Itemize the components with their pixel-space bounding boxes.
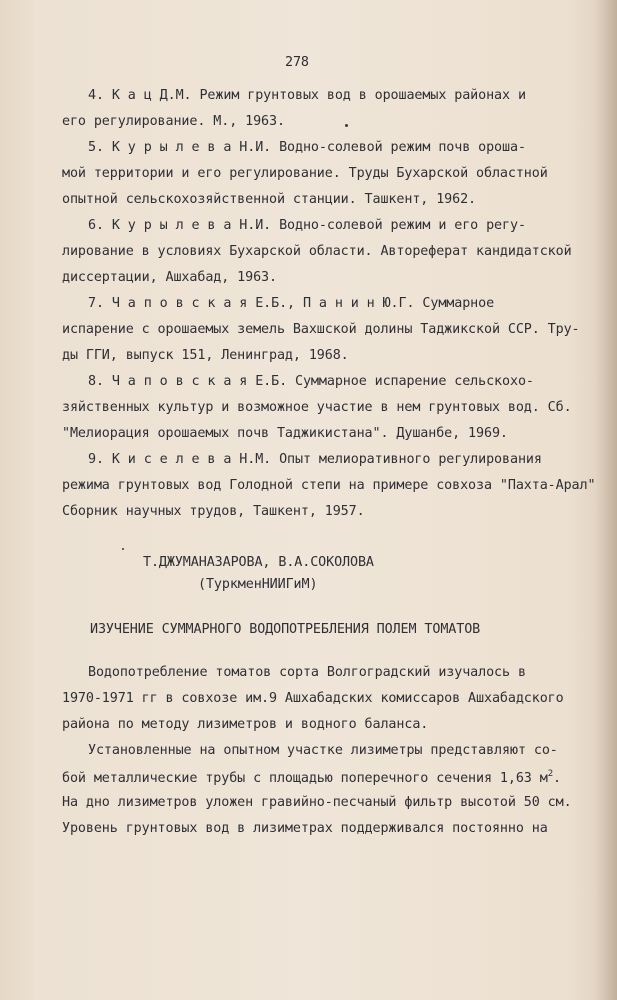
ref-9-line-1: 9. К и с е л е в а Н.М. Опыт мелиоративного регулирования [88, 452, 542, 467]
ref-5-line-1: 5. К у р ы л е в а Н.И. Водно-солевой режим почв ороша- [88, 140, 526, 155]
body-line-5-text: бой металлические трубы с площадью поперечного сечения 1,63 м [62, 771, 548, 786]
body-line-2: 1970-1971 гг в совхозе им.9 Ашхабадских комиссаров Ашхабадского [62, 691, 564, 706]
authors: Т.ДЖУМАНАЗАРОВА, В.А.СОКОЛОВА [143, 555, 374, 570]
ink-speck [345, 124, 348, 127]
ref-8-line-3: "Мелиорация орошаемых почв Таджикистана". Душанбе, 1969. [62, 426, 508, 441]
ref-7-line-1: 7. Ч а п о в с к а я Е.Б., П а н и н Ю.Г. Суммарное [88, 296, 495, 311]
affiliation: (ТуркменНИИГиМ) [198, 577, 318, 592]
body-line-4: Установленные на опытном участке лизиметры представляют со- [88, 743, 558, 758]
ref-5-line-3: опытной сельскохозяйственной станции. Ташкент, 1962. [62, 192, 477, 207]
ref-4-line-1: 4. К а ц Д.М. Режим грунтовых вод в орошаемых районах и [88, 88, 526, 103]
ref-4-line-2: его регулирование. М., 1963. [62, 114, 285, 129]
page-spine-shadow [595, 0, 617, 1000]
body-line-5 [62, 769, 561, 786]
article-title: ИЗУЧЕНИЕ СУММАРНОГО ВОДОПОТРЕБЛЕНИЯ ПОЛЕМ ТОМАТОВ [90, 622, 481, 637]
ink-speck [122, 548, 124, 550]
page-number: 278 [285, 55, 309, 70]
body-line-3: района по методу лизиметров и водного баланса. [62, 717, 429, 732]
body-line-7: Уровень грунтовых вод в лизиметрах поддерживался постоянно на [62, 821, 548, 836]
ref-9-line-2: режима грунтовых вод Голодной степи на примере совхоза "Пахта-Арал" [62, 478, 596, 493]
ref-5-line-2: мой территории и его регулирование. Труды Бухарской областной [62, 166, 548, 181]
ref-7-line-3: ды ГГИ, выпуск 151, Ленинград, 1968. [62, 348, 349, 363]
body-line-5-tail: . [553, 771, 561, 786]
body-line-6: На дно лизиметров уложен гравийно-песчаный фильтр высотой 50 см. [62, 795, 572, 810]
ref-6-line-1: 6. К у р ы л е в а Н.И. Водно-солевой режим и его регу- [88, 218, 526, 233]
ref-7-line-2: испарение с орошаемых земель Вахшской долины Таджикской ССР. Тру- [62, 322, 580, 337]
ref-8-line-2: зяйственных культур и возможное участие в нем грунтовых вод. Сб. [62, 400, 572, 415]
ref-9-line-3: Сборник научных трудов, Ташкент, 1957. [62, 504, 365, 519]
ref-6-line-3: диссертации, Ашхабад, 1963. [62, 270, 277, 285]
body-line-1: Водопотребление томатов сорта Волгоградский изучалось в [88, 665, 526, 680]
ref-6-line-2: лирование в условиях Бухарской области. Автореферат кандидатской [62, 244, 572, 259]
ref-8-line-1: 8. Ч а п о в с к а я Е.Б. Суммарное испарение сельскохо- [88, 374, 534, 389]
superscript-2: 2 [547, 769, 554, 779]
